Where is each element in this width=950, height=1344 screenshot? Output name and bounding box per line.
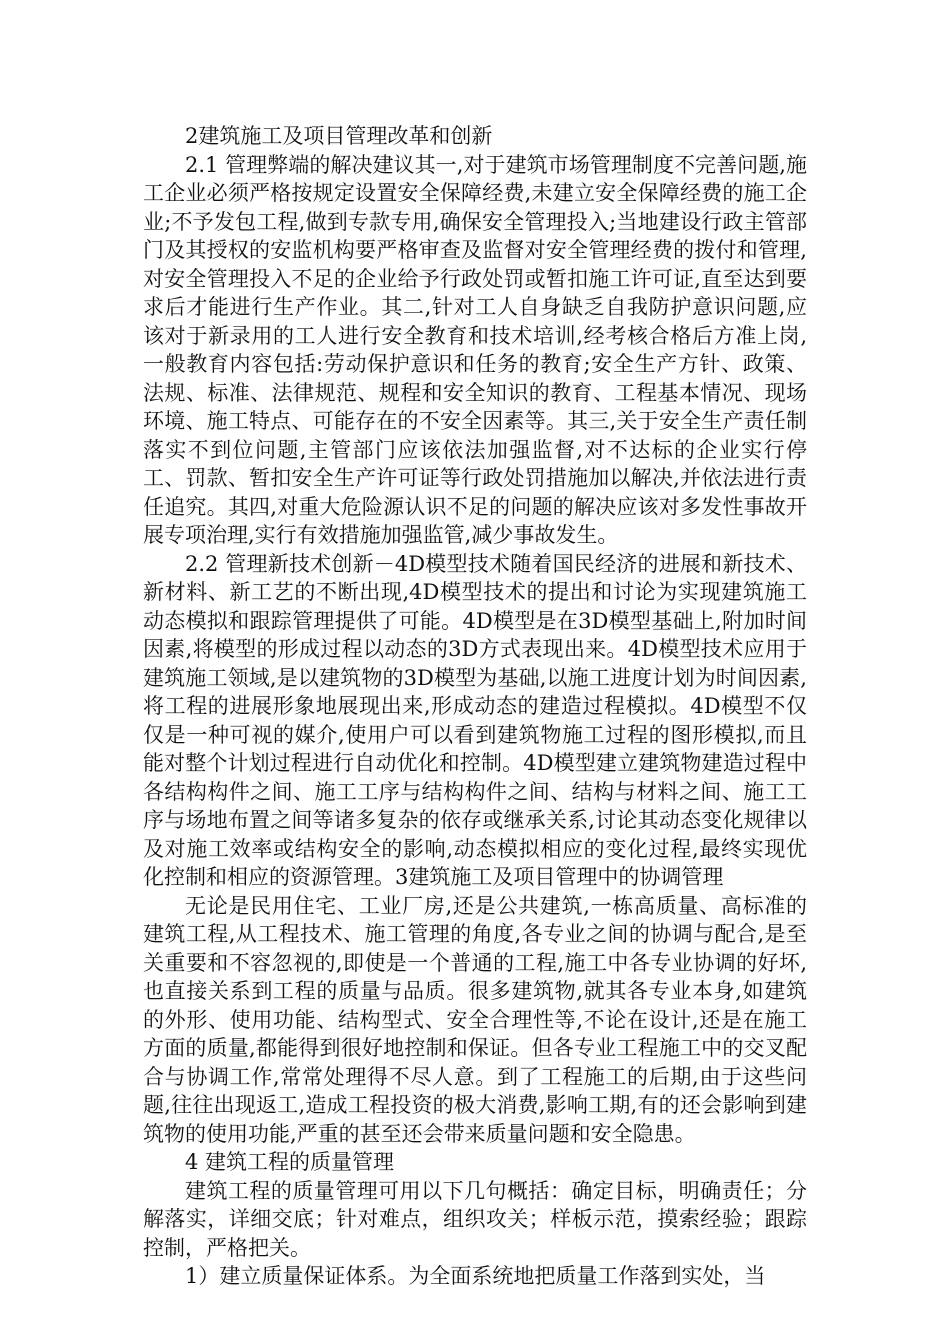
section-heading-4: 4 建筑工程的质量管理 (185, 1150, 395, 1174)
document-body (143, 122, 807, 1291)
paragraph-2-1: 2.1 管理弊端的解决建议其一,对于建筑市场管理制度不完善问题,施工企业必须严格按规定设置安全保障经费,未建立安全保障经费的施工企业;不予发包工程,做到专款专用,确保安全管理投入;当地建设行政主管部门及其授权的安监机构要严格审查及监督对安全管理经费的拨付和管理,对安全管理投入不足的企业给予行政处罚或暂扣施工许可证,直至达到要求后才能进行生产作业。其二,针对工人自身缺乏自我防护意识问题,应该对于新录用的工人进行安全教育和技术培训,经考核合格后方准上岗,一般教育内容包括:劳动保护意识和任务的教育;安全生产方针、政策、法规、标准、法律规范、规程和安全知识的教育、工程基本情况、现场环境、施工特点、可能存在的不安全因素等。其三,关于安全生产责任制落实不到位问题,主管部门应该依法加强监督,对不达标的企业实行停工、罚款、暂扣安全生产许可证等行政处罚措施加以解决,并依法进行责任追究。其四,对重大危险源认识不足的问题的解决应该对多发性事故开展专项治理,实行有效措施加强监管,减少事故发生。 (143, 152, 807, 547)
section-heading-2: 2建筑施工及项目管理改革和创新 (185, 124, 493, 148)
paragraph-3: 无论是民用住宅、工业厂房,还是公共建筑,一栋高质量、高标准的建筑工程,从工程技术、施工管理的角度,各专业之间的协调与配合,是至关重要和不容忽视的,即使是一个普通的工程,施工中各专业协调的好坏,也直接关系到工程的质量与品质。很多建筑物,就其各专业本身,如建筑的外形、使用功能、结构型式、安全合理性等,不论在设计,还是在施工方面的质量,都能得到很好地控制和保证。但各专业工程施工中的交叉配合与协调工作,常常处理得不尽人意。到了工程施工的后期,由于这些问题,往往出现返工,造成工程投资的极大消费,影响工期,有的还会影响到建筑物的使用功能,严重的甚至还会带来质量问题和安全隐患。 (143, 893, 807, 1146)
paragraph-4: 建筑工程的质量管理可用以下几句概括：确定目标，明确责任；分解落实，详细交底；针对难点，组织攻关；样板示范，摸索经验；跟踪控制，严格把关。 (143, 1178, 807, 1260)
paragraph-2-2: 2.2 管理新技术创新－4D模型技术随着国民经济的进展和新技术、新材料、新工艺的不断出现,4D模型技术的提出和讨论为实现建筑施工动态模拟和跟踪管理提供了可能。4D模型是在3D模型基础上,附加时间因素,将模型的形成过程以动态的3D方式表现出来。4D模型技术应用于建筑施工领域,是以建筑物的3D模型为基础,以施工进度计划为时间因素,将工程的进展形象地展现出来,形成动态的建造过程模拟。4D模型不仅仅是一种可视的媒介,使用户可以看到建筑物施工过程的图形模拟,而且能对整个计划过程进行自动优化和控制。4D模型建立建筑物建造过程中各结构构件之间、施工工序与结构构件之间、结构与材料之间、施工工序与场地布置之间等诸多复杂的依存或继承关系,讨论其动态变化规律以及对施工效率或结构安全的影响,动态模拟相应的变化过程,最终实现优化控制和相应的资源管理。3建筑施工及项目管理中的协调管理 (143, 551, 807, 889)
paragraph-4-1: 1）建立质量保证体系。为全面系统地把质量工作落到实处，当 (185, 1264, 766, 1288)
